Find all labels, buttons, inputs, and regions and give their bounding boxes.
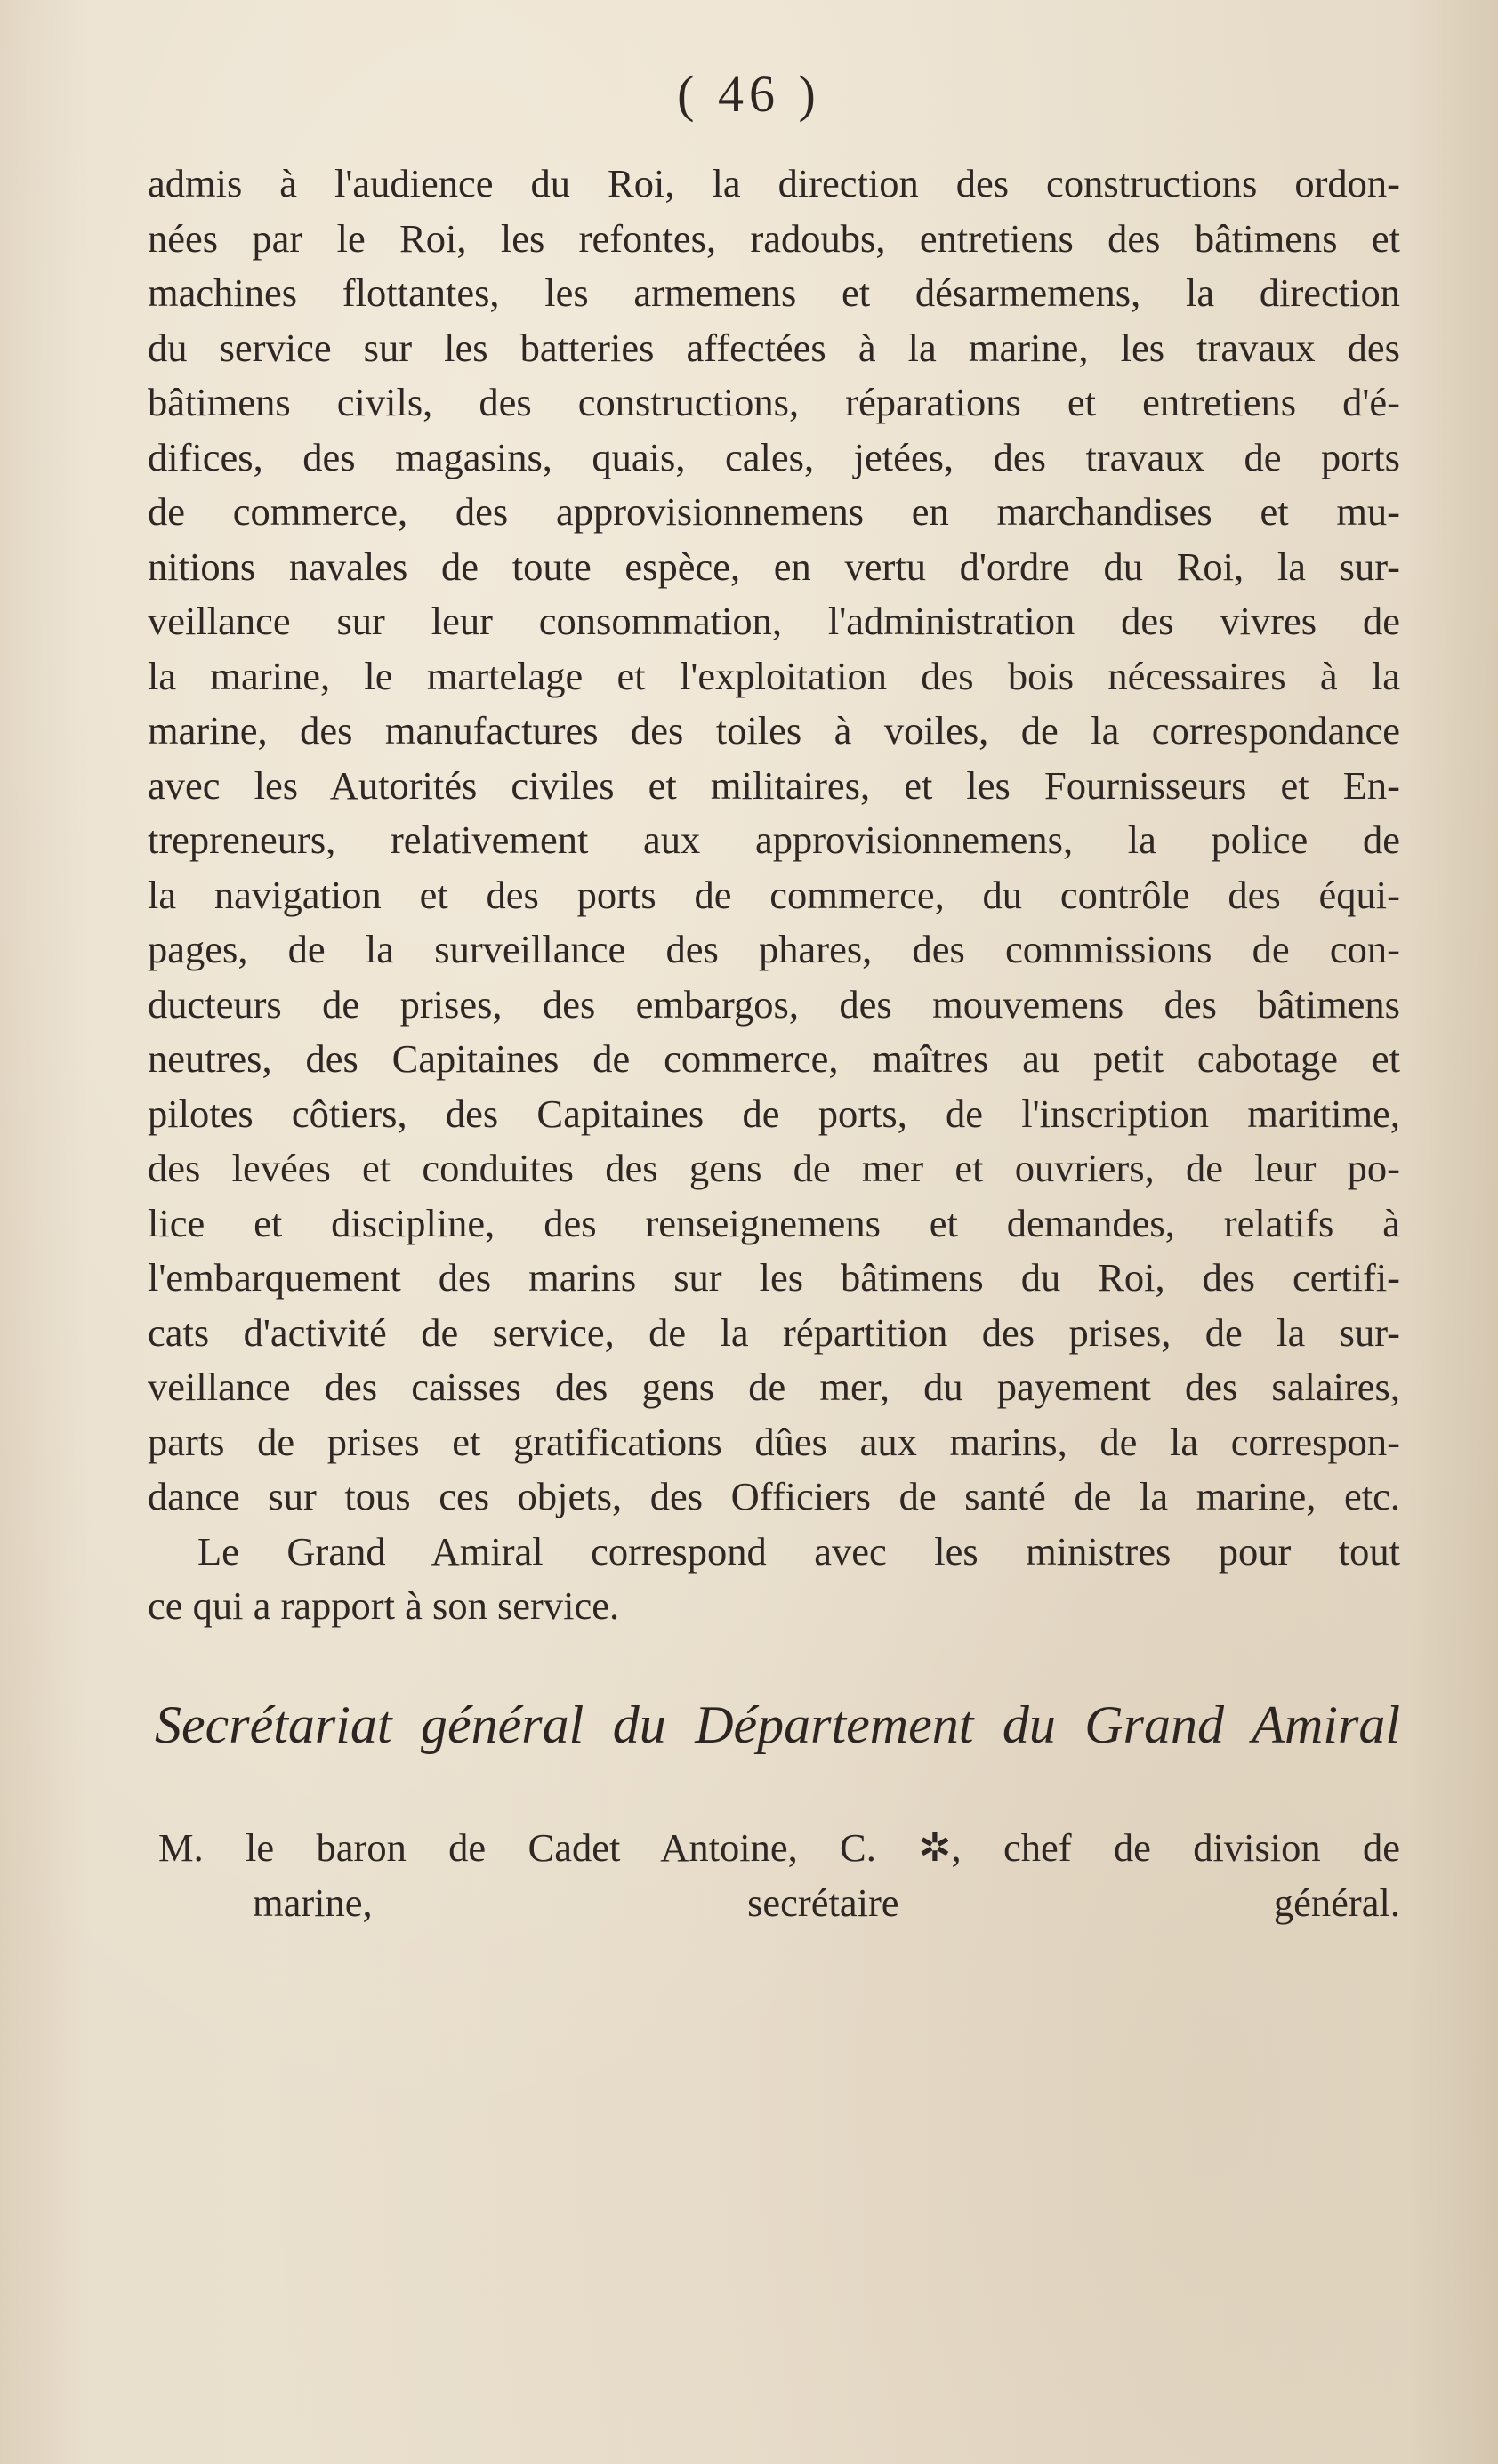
text-line: de commerce, des approvisionnemens en marchandises et mu-: [148, 489, 1400, 534]
text-line: pages, de la surveillance des phares, des commissions de con-: [148, 927, 1400, 971]
text-line: marine, des manufactures des toiles à voiles, de la correspondance: [148, 708, 1400, 753]
text-line: cats d'activité de service, de la répartition des prises, de la sur-: [148, 1309, 1400, 1355]
text-line: avec les Autorités civiles et militaires, et les Fournisseurs et En-: [148, 762, 1400, 808]
text-line: dance sur tous ces objets, des Officiers de santé de la marine, etc.: [148, 1474, 1400, 1518]
main-paragraph: [148, 157, 1400, 1634]
officer-line-1: [158, 1820, 1400, 1875]
text-line: neutres, des Capitaines de commerce, maîtres au petit cabotage et: [148, 1036, 1400, 1081]
officer-line-2: marine, secrétaire général.: [253, 1880, 1400, 1925]
text-line: machines flottantes, les armemens et désarmemens, la direction: [148, 270, 1400, 315]
text-line: lice et discipline, des renseignemens et demandes, relatifs à: [148, 1200, 1400, 1245]
text-line: la navigation et des ports de commerce, du contrôle des équi-: [148, 872, 1400, 917]
text-line: bâtimens civils, des constructions, réparations et entretiens d'é-: [148, 380, 1400, 424]
text-line: l'embarquement des marins sur les bâtimens du Roi, des certifi-: [148, 1255, 1400, 1300]
text-line: trepreneurs, relativement aux approvisionnemens, la police de: [148, 817, 1400, 862]
text-line: ce qui a rapport à son service.: [148, 1583, 620, 1628]
text-line: pilotes côtiers, des Capitaines de ports, de l'inscription maritime,: [148, 1091, 1400, 1136]
text-line: Le Grand Amiral correspond avec les ministres pour tout: [197, 1528, 1400, 1574]
order-cross-icon: ✲: [918, 1825, 952, 1870]
text-line: nitions navales de toute espèce, en vertu d'ordre du Roi, la sur-: [148, 544, 1400, 589]
officer-title: , chef de division de: [951, 1825, 1401, 1870]
text-line: parts de prises et gratifications dûes aux marins, de la correspon-: [148, 1419, 1400, 1464]
text-line: nées par le Roi, les refontes, radoubs, entretiens des bâtimens et: [148, 215, 1400, 261]
text-line: des levées et conduites des gens de mer et ouvriers, de leur po-: [148, 1146, 1400, 1190]
officer-entry: [158, 1820, 1400, 1930]
text-line: veillance des caisses des gens de mer, du payement des salaires,: [148, 1365, 1400, 1409]
text-line: difices, des magasins, quais, cales, jetées, des travaux de ports: [148, 434, 1400, 479]
officer-name: M. le baron de Cadet Antoine, C.: [158, 1825, 876, 1870]
text-line: la marine, le martelage et l'exploitation des bois nécessaires à la: [148, 653, 1400, 698]
page-number: ( 46 ): [677, 65, 821, 123]
text-line: ducteurs de prises, des embargos, des mouvemens des bâtimens: [148, 981, 1400, 1027]
text-line: du service sur les batteries affectées à la marine, les travaux des: [148, 325, 1400, 370]
section-heading: Secrétariat général du Département du Grand Amiral: [155, 1695, 1400, 1754]
text-line: veillance sur leur consommation, l'administration des vivres de: [148, 599, 1400, 643]
text-line: admis à l'audience du Roi, la direction des constructions ordon-: [148, 161, 1400, 205]
